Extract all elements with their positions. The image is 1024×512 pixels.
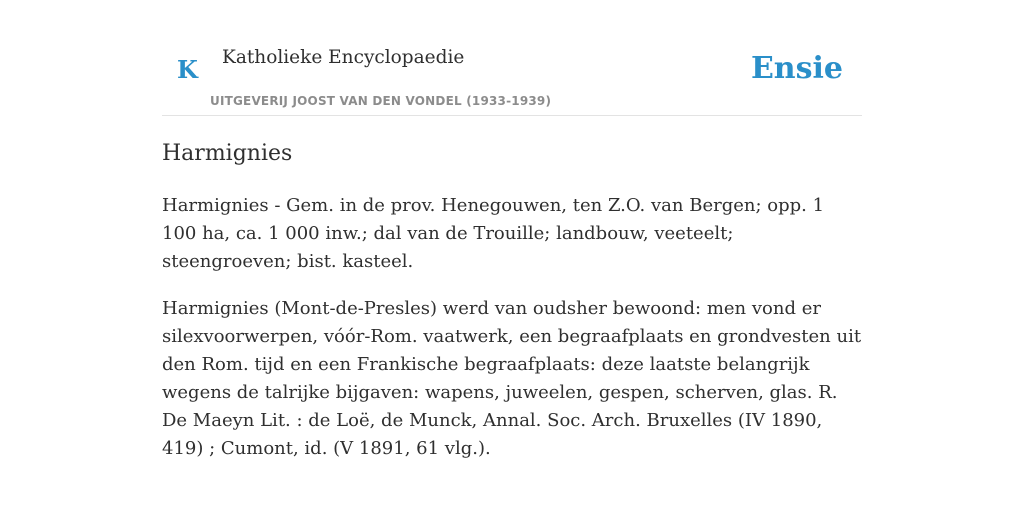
article-content: [162, 138, 862, 463]
ensie-brand-logo[interactable]: Ensie: [750, 51, 843, 86]
article-paragraph: Harmignies (Mont-de-Presles) werd van oudsher bewoond: men vond er silexvoorwerpen, vóór-Rom. vaatwerk, een begraafplaats en grondvesten uit den Rom. tijd en een Frankische begraafplaats: deze laatste belangrijk wegens de talrijke bijgaven: wapens, juweelen, gespen, scherven, glas. R. De Maeyn Lit. : de Loë, de Munck, Annal. Soc. Arch. Bruxelles (IV 1890, 419) ; Cumont, id. (V 1891, 61 vlg.).: [162, 298, 862, 459]
publisher-label: UITGEVERIJ JOOST VAN DEN VONDEL (1933-1939): [210, 94, 552, 108]
encyclopedia-name-link[interactable]: Katholieke Encyclopaedie: [222, 47, 465, 68]
article-paragraph: Harmignies - Gem. in de prov. Henegouwen, ten Z.O. van Bergen; opp. 1 100 ha, ca. 1 000 inw.; dal van de Trouille; landbouw, veeteelt; steengroeven; bist. kasteel.: [162, 195, 825, 272]
encyclopedia-logo-icon[interactable]: K: [177, 55, 198, 84]
site-header: [162, 0, 862, 116]
article-title: Harmignies: [162, 141, 293, 166]
